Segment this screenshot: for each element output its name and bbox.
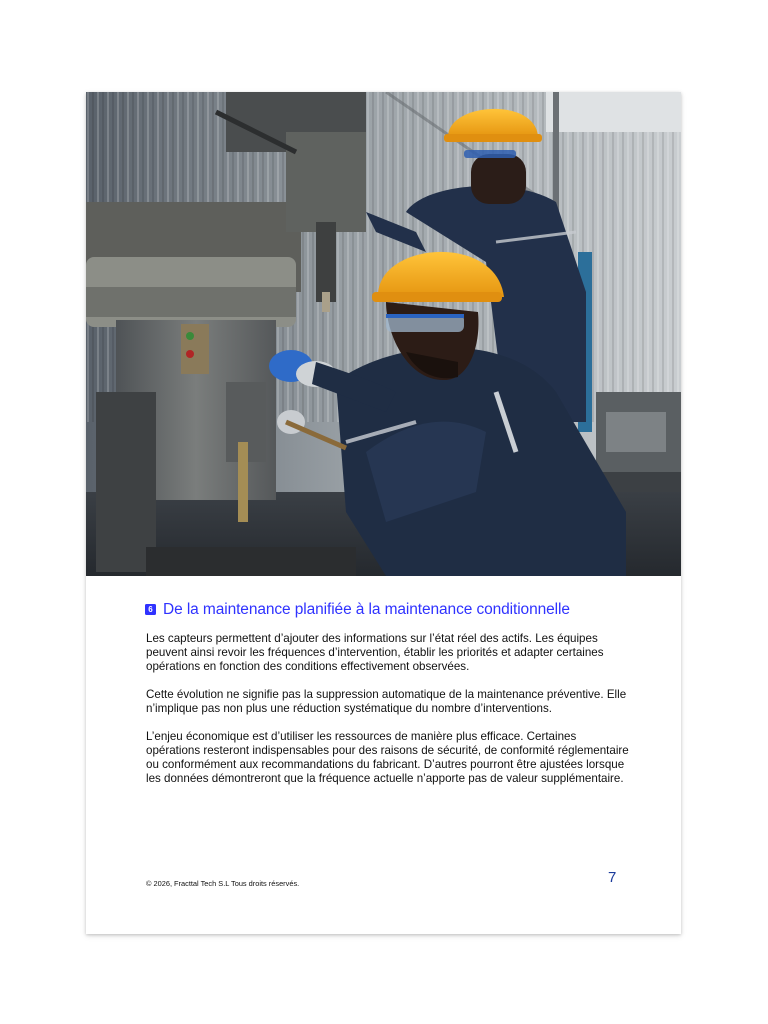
- section-heading: [145, 600, 570, 619]
- workshop-photo: [86, 92, 681, 576]
- section-title: De la maintenance planifiée à la maintenance conditionnelle: [163, 601, 570, 618]
- footer-copyright: © 2026, Fracttal Tech S.L Tous droits réservés.: [146, 879, 300, 888]
- document-page: [86, 92, 681, 934]
- paragraph-2: Cette évolution ne signifie pas la suppression automatique de la maintenance préventive. Elle n’implique pas non plus une réduction systématique du nombre d’interventions.: [146, 688, 627, 715]
- page-number: 7: [608, 869, 617, 886]
- section-number-badge: 6: [145, 604, 156, 615]
- body-text: [146, 632, 632, 800]
- paragraph-1: Les capteurs permettent d’ajouter des informations sur l’état réel des actifs. Les équipes peuvent ainsi revoir les fréquences d’intervention, établir les priorités et adapter certaines opérations en fonction des conditions effectivement observées.: [146, 632, 604, 673]
- paragraph-3: L’enjeu économique est d’utiliser les ressources de manière plus efficace. Certaines opérations resteront indispensables pour des raisons de sécurité, de conformité réglementaire ou conformément aux recommandations du fabricant. D’autres pourront être ajustées lorsque les données démontreront que la fréquence actuelle n’apporte pas de valeur supplémentaire.: [146, 730, 629, 785]
